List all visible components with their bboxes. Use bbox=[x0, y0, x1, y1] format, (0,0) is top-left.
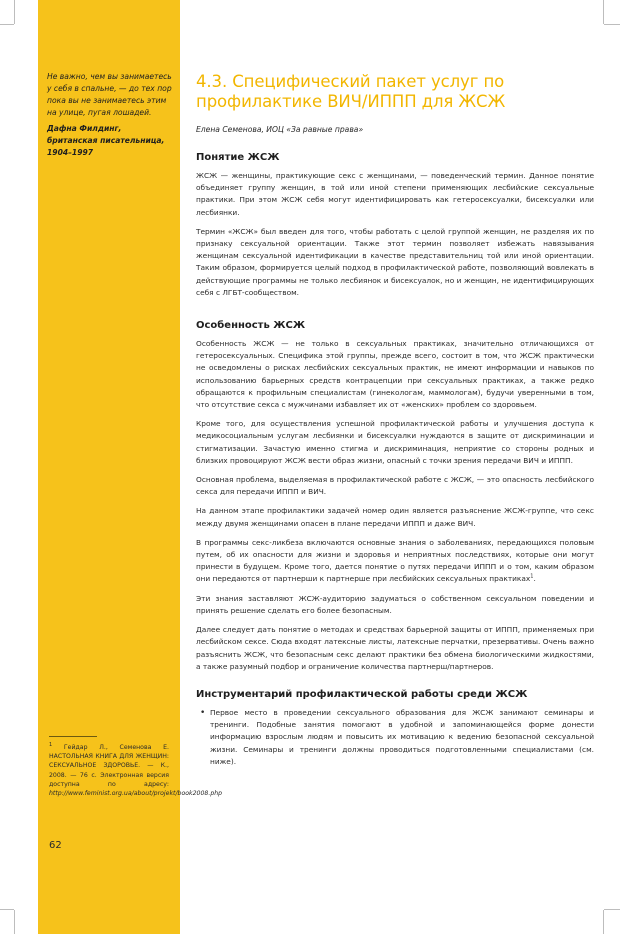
footnote-divider bbox=[49, 736, 97, 737]
crop-mark bbox=[0, 24, 14, 25]
paragraph: Основная проблема, выделяемая в профилактической работе с ЖСЖ, — это опасность лесбийского секса для передачи ИППП и ВИЧ. bbox=[196, 475, 594, 497]
paragraph: Эти знания заставляют ЖСЖ-аудиторию задуматься о собственном сексуальном поведении и принять решение сделать его более безопасным. bbox=[196, 593, 594, 615]
footnote-marker: 1 bbox=[49, 742, 53, 748]
section-heading: Особенность ЖСЖ bbox=[196, 320, 306, 332]
crop-mark bbox=[603, 0, 604, 24]
footnote-url[interactable]: http://www.feminist.org.ua/about/projekt/book2008.php bbox=[49, 790, 223, 798]
paragraph: ЖСЖ — женщины, практикующие секс с женщинами, — поведенческий термин. Данное понятие объединяет группу женщин, в той или иной степени применяющих лесбийские сексуальные практики. При этом ЖСЖ себя могут идентифицировать как гетеросексуалки, бисексуалки или лесбиянки. bbox=[196, 171, 594, 217]
section-toolkit bbox=[196, 689, 594, 768]
section-specifics bbox=[196, 320, 594, 673]
bullet-list bbox=[196, 707, 594, 768]
crop-mark bbox=[0, 909, 14, 910]
footnote-reference[interactable]: 1 bbox=[530, 574, 534, 581]
epigraph bbox=[47, 71, 173, 159]
section-heading: Понятие ЖСЖ bbox=[196, 152, 280, 163]
crop-mark bbox=[14, 910, 15, 934]
article bbox=[196, 72, 594, 768]
section-concept bbox=[196, 152, 594, 299]
paragraph: Кроме того, для осуществления успешной профилактической работы и улучшения доступа к медикосоциальным услугам лесбиянки и бисексуалки нуждаются в защите от дискриминации и стигматизации. Зачастую именно стигма и дискриминация, неприятие со стороны родных и близких провоцируют ЖСЖ вести образ жизни, опасный с точки зрения передачи ВИЧ и ИППП. bbox=[196, 419, 594, 465]
footnote bbox=[49, 741, 223, 798]
paragraph-with-footnote: В программы секс-ликбеза включаются основные знания о заболеваниях, передающихся половым путем, об их опасности для жизни и здоровья и неприятных последствиях, которые они могут принести в будущем. Кроме того, дается понятие о путях передачи ИППП и о том, каким образом они передаются от партнерши к партнерше при лесбийских сексуальных практиках$^1$. bbox=[196, 537, 594, 584]
article-title: 4.3. Специфический пакет услуг по профилактике ВИЧ/ИППП для ЖСЖ bbox=[196, 72, 506, 111]
crop-mark bbox=[604, 909, 620, 910]
list-item: • Первое место в проведении сексуального образования для ЖСЖ занимают семинары и тренинги. Подобные занятия помогают в удобной и запоминающейся форме донести информацию взрослым людям и повысить их мотивацию к ведению безопасной сексуальной жизни. Семинары и тренинги должны проводиться подготовленными специалистами (см. ниже). bbox=[210, 707, 594, 768]
paragraph: Далее следует дать понятие о методах и средствах барьерной защиты от ИППП, применяемых при лесбийском сексе. Сюда входят латексные листы, латексные перчатки, презервативы. Очень важно разъяснить ЖСЖ, что безопасным секс делают практики без обмена биологическими жидкостями, а также разумный подбор и ограничение количества партнерш/партнеров. bbox=[196, 625, 594, 671]
paragraph: Термин «ЖСЖ» был введен для того, чтобы работать с целой группой женщин, не разделяя их по признаку сексуальной ориентации. Также этот термин позволяет избежать навязывания женщинам сексуальной идентификации в качестве представительниц той или иной ориентации. Таким образом, формируется целый подход в профилактической работе, позволяющий вовлекать в действующие программы не только лесбиянок и бисексуалок, но и женщин, не идентифицирующих себя с ЛГБТ-сообществом. bbox=[196, 226, 594, 297]
page-number: 62 bbox=[49, 840, 62, 851]
crop-mark bbox=[14, 0, 15, 24]
epigraph-quote: Не важно, чем вы занимаетесь у себя в спальне, — до тех пор пока вы не занимаетесь этим на улице, пугая лошадей. bbox=[47, 72, 172, 117]
epigraph-author: Дафна Филдинг, британская писательница, 1904–1997 bbox=[47, 124, 165, 157]
article-byline: Елена Семенова, ИОЦ «За равные права» bbox=[196, 125, 364, 134]
footnote-text: Гейдар Л., Семенова Е. НАСТОЛЬНАЯ КНИГА ДЛЯ ЖЕНЩИН: СЕКСУАЛЬНОЕ ЗДОРОВЬЕ. — К., 2008. — 76 с. Электронная версия доступна по адресу: bbox=[49, 744, 169, 788]
section-heading: Инструментарий профилактической работы среди ЖСЖ bbox=[196, 688, 528, 700]
crop-mark bbox=[604, 24, 620, 25]
crop-mark bbox=[603, 910, 604, 934]
paragraph: Особенность ЖСЖ — не только в сексуальных практиках, значительно отличающихся от гетеросексуальных. Специфика этой группы, прежде всего, состоит в том, что ЖСЖ практически не осведомлены о рисках лесбийских сексуальных практик, не имеют информации и навыков по использованию барьерных средств контрацепции при сексуальных практиках, а также редко обращаются к профильным специалистам (гинекологам, маммологам), будучи уверенными в том, что отсутствие секса с мужчинами избавляет их от «женских» проблем со здоровьем. bbox=[196, 339, 594, 410]
paragraph: На данном этапе профилактики задачей номер один является разъяснение ЖСЖ-группе, что секс между двумя женщинами опасен в плане передачи ИППП и даже ВИЧ. bbox=[196, 506, 594, 528]
paragraph-text: В программы секс-ликбеза включаются основные знания о заболеваниях, передающихся половым путем, об их опасности для жизни и здоровья и неприятных последствиях, которые они могут принести в будущем. Кроме того, дается понятие о путях передачи ИППП и о том, каким образом они передаются от партнерши к партнерше при лесбийских сексуальных практиках bbox=[196, 537, 594, 584]
